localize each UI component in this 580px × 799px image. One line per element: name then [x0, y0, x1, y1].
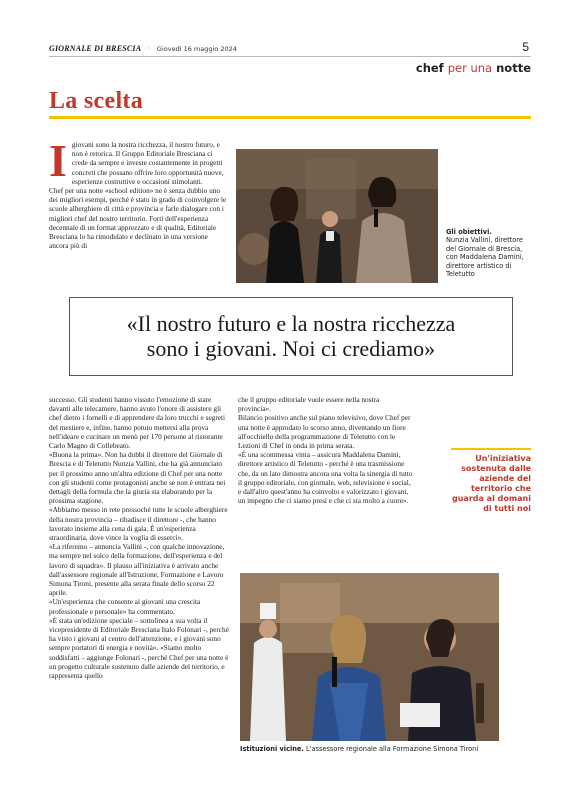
sidebar-rule: [451, 448, 531, 450]
article-paragraph: «La riferemo – annuncia Vallini -, con qualche innovazione, ma sempre nel solco della formazione, dell'esperienza e del lavoro di squadra». Il plauso all'iniziativa è arrivato anche dall'assessore regionale all'Istruzione, Formazione e Lavoro Simona Tironi, presente alla serata finale dello scorso 22 aprile.: [49, 542, 225, 598]
lead-text: giovani sono la nostra ricchezza, il nostro futuro, e non è retorica. Il Gruppo Editoriale Bresciana ci crede da sempre e investe costantemente in progetti concreti che possano offrire loro opportunità nuove, esperienze costruttive e occasioni stimolanti.: [71, 140, 224, 186]
dropcap: I: [49, 135, 67, 186]
photo-illustration: [240, 573, 499, 741]
article-column-top: [49, 135, 229, 251]
caption-text: Nunzia Vallini, direttore del Giornale di Brescia, con Maddalena Damini, direttore artistico di Teletutto: [446, 236, 524, 279]
masthead-rule: [49, 56, 531, 57]
photo-illustration: [236, 149, 438, 283]
pullquote: [69, 311, 513, 361]
kicker-title: La scelta: [49, 88, 144, 114]
kicker-rule: [49, 116, 531, 119]
pullquote-line-1: «Il nostro futuro e la nostra ricchezza: [126, 311, 456, 336]
article-lead: [49, 135, 229, 186]
article-paragraph: «È una scommessa vinta – assicura Maddalena Damini, direttore artistico di Teletutto - perché è una trasmissione che, da un lato dimostra ancora una volta la sinergia di tutto il gruppo editoriale, con giornale, web, televisione e social, e dall'altro quest'anno ha coinvolto e valorizzato i giovani, un impegno che ci siamo presi e che ci sta molto a cuore».: [238, 450, 413, 506]
pullquote-line-2: sono i giovani. Noi ci crediamo»: [146, 336, 436, 361]
caption-title: Gli obiettivi.: [446, 228, 492, 236]
page-number: 5: [522, 40, 529, 54]
article-paragraph: Chef per una notte «school edition» ne è senza dubbio uno dei migliori esempi, perché è stato in grado di coinvolgere le scuole alberghiere di città e provincia e farle dialogare con i migliori chef del nostro territorio. Forti dell'esperienza decennale di un format apprezzato e di qualità, Editoriale Bresciana lo ha rimodulato e declinato in una versione ancora più di: [49, 186, 227, 251]
section-word-notte: notte: [496, 61, 531, 75]
caption-photo-2: [240, 745, 540, 753]
article-paragraph: «Un'esperienza che consente ai giovani una crescita professionale e personale» ha commentato.: [49, 597, 201, 616]
issue-date: Giovedì 16 maggio 2024: [156, 45, 237, 53]
sidebar-quote: Un'iniziativa sostenuta dalle aziende del territorio che guarda al domani di tutti noi: [452, 454, 531, 513]
section-word-per-una: per una: [447, 61, 493, 75]
caption-title: Istituzioni vicine.: [240, 745, 304, 753]
article-column-left: [49, 395, 229, 680]
article-paragraph: che il gruppo editoriale vuole essere nella nostra provincia».: [238, 395, 380, 414]
photo-vallini-damini: [236, 149, 438, 283]
section-word-chef: chef: [415, 61, 444, 75]
article-paragraph: «Buona la prima». Non ha dubbi il direttore del Giornale di Brescia e di Teletutto Nunzia Vallini, che ha già annunciato per il prossimo anno un'altra edizione di Chef per una notte con gli studenti come protagonisti anche se non è entrata nei dettagli della formula che la giuria sta elaborando per la prossima stagione.: [49, 450, 226, 506]
article-column-middle: [238, 395, 413, 505]
article-paragraph: «Abbiamo messo in rete pressoché tutte le scuole alberghiere della nostra provincia – ribadisce il direttore -, che hanno lavorato insieme alla cena di gala. È un'esperienza straordinaria, dove vince la voglia di esserci».: [49, 505, 228, 543]
photo-tironi: [240, 573, 499, 741]
article-paragraph: Bilancio positivo anche sul piano televisivo, dove Chef per una notte è approdato lo scorso anno, diventando un fiore all'occhiello della programmazione di Teletutto con le Lezioni di Chef in onda in prima serata.: [238, 413, 411, 451]
article-paragraph: «È stata un'edizione speciale – sottolinea a sua volta il vicepresidente di Editoriale Bresciana Italo Folonari -, perché ha visto i giovani al centro dell'attenzione, e i giovani sono sempre portatori di energia e novità». «Siamo molto soddisfatti – aggiunge Folonari -, perché Chef per una notte è un progetto culturale sostenuto dalle aziende del territorio, e rappresenta quello: [49, 615, 229, 681]
newspaper-name: GIORNALE DI BRESCIA: [49, 44, 142, 53]
article-paragraph: successo. Gli studenti hanno vissuto l'emozione di stare davanti alle telecamere, hanno avuto l'onore di assistere gli chef dietro i fornelli e di apprendere da loro trucchi e segreti del mestiere e, infine, hanno potuto mettersi alla prova nell'ideare e cucinare un menù per 170 persone al ristorante Carlo Magno di Collebeato.: [49, 395, 226, 451]
masthead-separator: ·: [147, 44, 151, 53]
section-tag: [416, 61, 531, 75]
caption-photo-1: [446, 228, 532, 278]
caption-text: L'assessore regionale alla Formazione Simona Tironi: [306, 745, 479, 753]
